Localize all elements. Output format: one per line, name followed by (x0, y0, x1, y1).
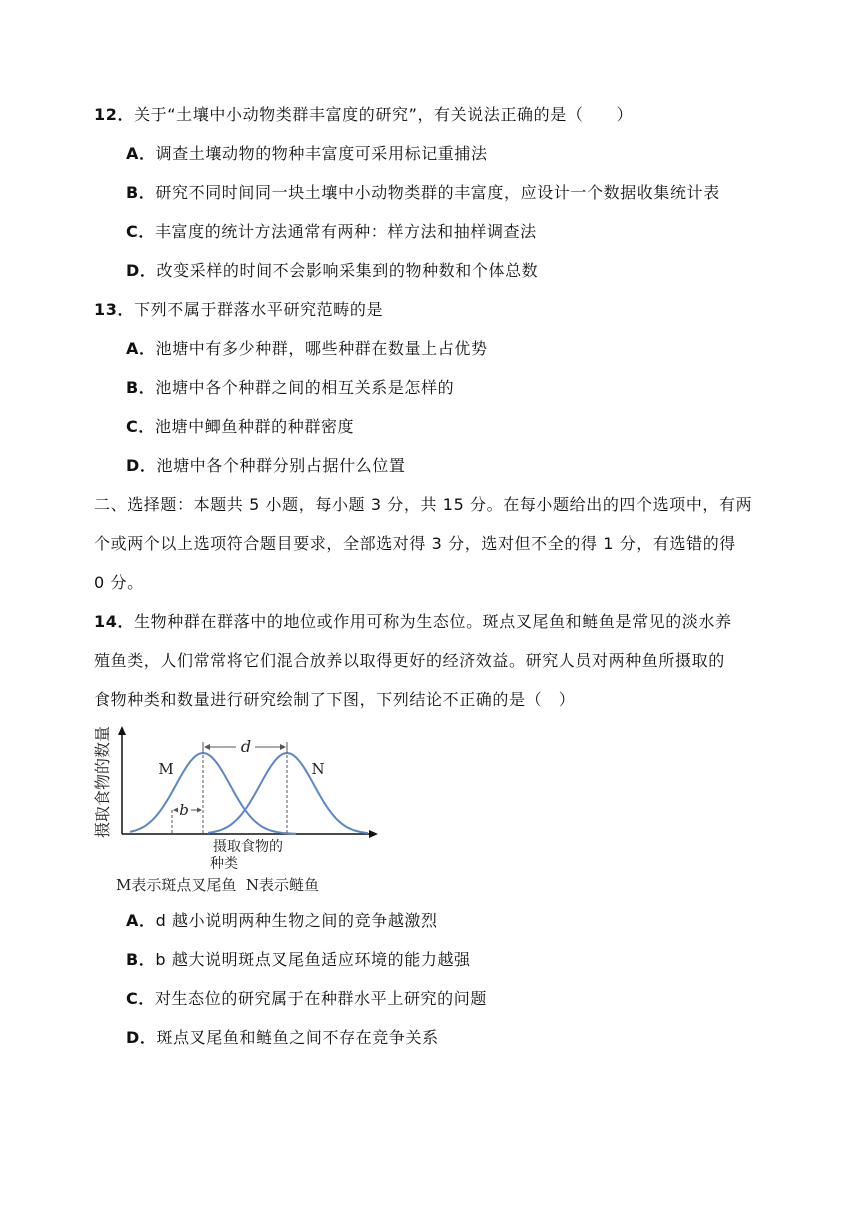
q13-option-b[interactable] (126, 377, 454, 399)
option-label: C． (126, 222, 155, 241)
b-arrowhead-right (197, 808, 202, 813)
q14-option-a[interactable] (126, 910, 438, 932)
section-2-instructions-line1: 二、选择题：本题共 5 小题，每小题 3 分，共 15 分。在每小题给出的四个选项中，有两 (94, 495, 753, 514)
option-label: D． (126, 1028, 157, 1047)
option-label: C． (126, 989, 155, 1008)
label-d: d (240, 737, 252, 756)
question-text: 关于“土壤中小动物类群丰富度的研究”，有关说法正确的是（ ） (134, 105, 634, 124)
option-label: C． (126, 417, 155, 436)
figure-caption: M表示斑点叉尾鱼 N表示鲢鱼 (116, 876, 320, 894)
y-axis-arrow (118, 726, 126, 735)
question-number: 13． (94, 300, 135, 319)
q14-option-c[interactable] (126, 988, 487, 1010)
q12-option-b[interactable] (126, 182, 720, 204)
q12-option-d[interactable] (126, 260, 538, 282)
option-text: d 越小说明两种生物之间的竞争越激烈 (155, 911, 438, 930)
option-text: 池塘中有多少种群，哪些种群在数量上占优势 (155, 339, 488, 358)
option-text: b 越大说明斑点叉尾鱼适应环境的能力越强 (155, 950, 471, 969)
y-axis-label: 摄取食物的数量 (93, 725, 112, 839)
option-label: A． (126, 911, 156, 930)
q12-option-a[interactable] (126, 143, 488, 165)
curve-n (208, 753, 368, 833)
d-arrowhead-right (280, 744, 286, 750)
question-number: 14． (94, 612, 135, 631)
option-label: A． (126, 144, 156, 163)
x-axis-label-line2: 种类 (210, 856, 238, 872)
label-b: b (179, 801, 189, 819)
section-2-instructions-line3: 0 分。 (94, 573, 144, 592)
question-text: 生物种群在群落中的地位或作用可称为生态位。斑点叉尾鱼和鲢鱼是常见的淡水养 (134, 612, 732, 631)
question-number: 12． (94, 105, 135, 124)
question-14-stem-line1 (94, 611, 732, 633)
q12-option-c[interactable] (126, 221, 537, 243)
d-arrowhead-left (204, 744, 210, 750)
option-text: 池塘中各个种群之间的相互关系是怎样的 (155, 378, 455, 397)
option-text: 对生态位的研究属于在种群水平上研究的问题 (154, 989, 487, 1008)
label-n: N (311, 760, 325, 778)
question-12-stem (94, 104, 633, 126)
question-14-stem-line3: 食物种类和数量进行研究绘制了下图，下列结论不正确的是（ ） (94, 690, 576, 709)
option-text: 丰富度的统计方法通常有两种：样方法和抽样调查法 (154, 222, 537, 241)
option-label: D． (126, 261, 157, 280)
option-label: D． (126, 456, 157, 475)
option-text: 池塘中鲫鱼种群的种群密度 (154, 417, 355, 436)
section-2-instructions-line2: 个或两个以上选项符合题目要求，全部选对得 3 分，选对但不全的得 1 分，有选错的得 (94, 534, 736, 553)
question-13-stem (94, 299, 383, 321)
option-text: 改变采样的时间不会影响采集到的物种数和个体总数 (156, 261, 539, 280)
option-label: A． (126, 339, 156, 358)
option-label: B． (126, 378, 156, 397)
option-label: B． (126, 183, 156, 202)
q13-option-d[interactable] (126, 455, 406, 477)
option-text: 调查土壤动物的物种丰富度可采用标记重捕法 (155, 144, 488, 163)
q13-option-a[interactable] (126, 338, 488, 360)
x-axis-arrow (369, 830, 378, 838)
option-label: B． (126, 950, 156, 969)
q14-option-b[interactable] (126, 949, 471, 971)
question-text: 下列不属于群落水平研究范畴的是 (134, 300, 384, 319)
question-14-stem-line2: 殖鱼类，人们常常将它们混合放养以取得更好的经济效益。研究人员对两种鱼所摄取的 (94, 651, 725, 670)
niche-overlap-figure (93, 720, 396, 900)
q14-option-d[interactable] (126, 1027, 439, 1049)
label-m: M (158, 760, 174, 778)
option-text: 池塘中各个种群分别占据什么位置 (156, 456, 406, 475)
option-text: 斑点叉尾鱼和鲢鱼之间不存在竞争关系 (156, 1028, 439, 1047)
option-text: 研究不同时间同一块土壤中小动物类群的丰富度，应设计一个数据收集统计表 (155, 183, 720, 202)
b-arrowhead-left (173, 808, 178, 813)
x-axis-label-line1: 摄取食物的 (213, 839, 283, 855)
q13-option-c[interactable] (126, 416, 354, 438)
